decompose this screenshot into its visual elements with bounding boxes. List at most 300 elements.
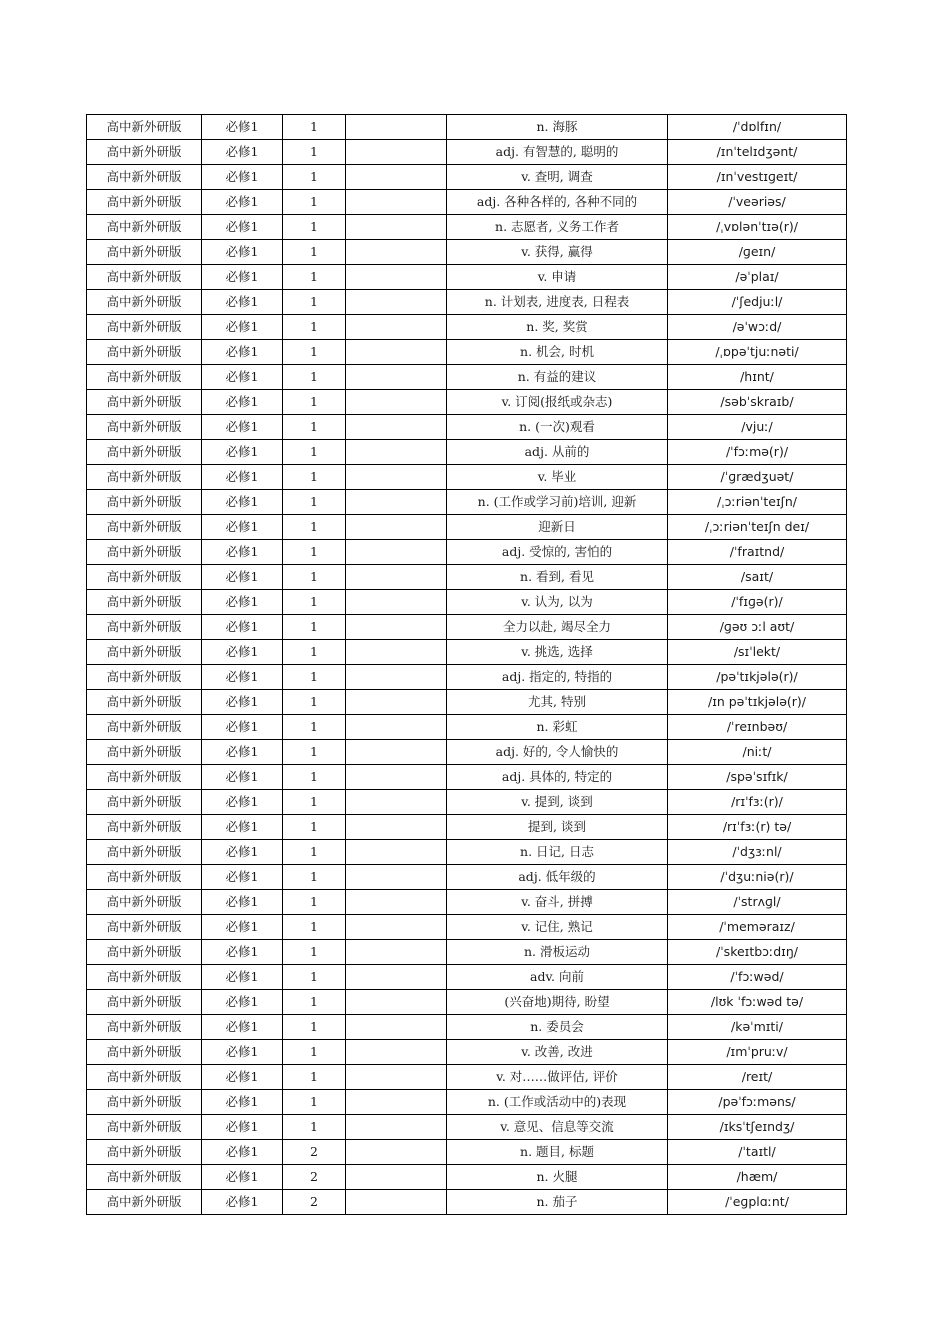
table-row xyxy=(87,1165,847,1190)
book-cell: 必修1 xyxy=(202,865,283,890)
book-cell: 必修1 xyxy=(202,1065,283,1090)
meaning-cell: n. 火腿 xyxy=(447,1165,668,1190)
unit-cell: 1 xyxy=(283,215,346,240)
meaning-cell: adj. 指定的, 特指的 xyxy=(447,665,668,690)
phonetic-cell: /pəˈtɪkjələ(r)/ xyxy=(668,665,847,690)
table-row xyxy=(87,215,847,240)
phonetic-cell: /ɪnˈvestɪɡeɪt/ xyxy=(668,165,847,190)
table-row xyxy=(87,440,847,465)
word-cell xyxy=(346,440,447,465)
phonetic-cell: /ˈskeɪtbɔːdɪŋ/ xyxy=(668,940,847,965)
unit-cell: 1 xyxy=(283,490,346,515)
edition-cell: 高中新外研版 xyxy=(87,690,202,715)
table-row xyxy=(87,565,847,590)
phonetic-cell: /ˈfɪɡə(r)/ xyxy=(668,590,847,615)
phonetic-cell: /ˈdʒuːniə(r)/ xyxy=(668,865,847,890)
word-cell xyxy=(346,415,447,440)
vocabulary-table-body xyxy=(87,115,847,1215)
table-row xyxy=(87,340,847,365)
word-cell xyxy=(346,1115,447,1140)
unit-cell: 1 xyxy=(283,965,346,990)
unit-cell: 1 xyxy=(283,990,346,1015)
unit-cell: 1 xyxy=(283,715,346,740)
edition-cell: 高中新外研版 xyxy=(87,515,202,540)
unit-cell: 1 xyxy=(283,290,346,315)
book-cell: 必修1 xyxy=(202,1165,283,1190)
phonetic-cell: /ɪn pəˈtɪkjələ(r)/ xyxy=(668,690,847,715)
book-cell: 必修1 xyxy=(202,1040,283,1065)
book-cell: 必修1 xyxy=(202,165,283,190)
table-row xyxy=(87,915,847,940)
vocabulary-sheet xyxy=(86,114,846,1215)
word-cell xyxy=(346,315,447,340)
word-cell xyxy=(346,940,447,965)
unit-cell: 1 xyxy=(283,515,346,540)
book-cell: 必修1 xyxy=(202,715,283,740)
unit-cell: 1 xyxy=(283,365,346,390)
book-cell: 必修1 xyxy=(202,540,283,565)
edition-cell: 高中新外研版 xyxy=(87,565,202,590)
unit-cell: 1 xyxy=(283,765,346,790)
phonetic-cell: /ˈʃedjuːl/ xyxy=(668,290,847,315)
phonetic-cell: /sɪˈlekt/ xyxy=(668,640,847,665)
word-cell xyxy=(346,490,447,515)
table-row xyxy=(87,815,847,840)
edition-cell: 高中新外研版 xyxy=(87,1190,202,1215)
phonetic-cell: /pəˈfɔːməns/ xyxy=(668,1090,847,1115)
unit-cell: 1 xyxy=(283,940,346,965)
meaning-cell: v. 改善, 改进 xyxy=(447,1040,668,1065)
meaning-cell: n. 有益的建议 xyxy=(447,365,668,390)
meaning-cell: 尤其, 特别 xyxy=(447,690,668,715)
edition-cell: 高中新外研版 xyxy=(87,890,202,915)
table-row xyxy=(87,590,847,615)
edition-cell: 高中新外研版 xyxy=(87,1115,202,1140)
edition-cell: 高中新外研版 xyxy=(87,265,202,290)
edition-cell: 高中新外研版 xyxy=(87,990,202,1015)
meaning-cell: v. 毕业 xyxy=(447,465,668,490)
meaning-cell: adj. 低年级的 xyxy=(447,865,668,890)
unit-cell: 1 xyxy=(283,690,346,715)
edition-cell: 高中新外研版 xyxy=(87,815,202,840)
unit-cell: 1 xyxy=(283,140,346,165)
meaning-cell: v. 对……做评估, 评价 xyxy=(447,1065,668,1090)
edition-cell: 高中新外研版 xyxy=(87,415,202,440)
unit-cell: 1 xyxy=(283,565,346,590)
meaning-cell: n. 机会, 时机 xyxy=(447,340,668,365)
edition-cell: 高中新外研版 xyxy=(87,115,202,140)
table-row xyxy=(87,890,847,915)
edition-cell: 高中新外研版 xyxy=(87,365,202,390)
meaning-cell: n. (工作或学习前)培训, 迎新 xyxy=(447,490,668,515)
word-cell xyxy=(346,540,447,565)
unit-cell: 2 xyxy=(283,1190,346,1215)
phonetic-cell: /ˈdɒlfɪn/ xyxy=(668,115,847,140)
meaning-cell: v. 意见、信息等交流 xyxy=(447,1115,668,1140)
book-cell: 必修1 xyxy=(202,915,283,940)
book-cell: 必修1 xyxy=(202,690,283,715)
table-row xyxy=(87,390,847,415)
phonetic-cell: /ˌɒpəˈtjuːnəti/ xyxy=(668,340,847,365)
meaning-cell: adj. 具体的, 特定的 xyxy=(447,765,668,790)
word-cell xyxy=(346,1165,447,1190)
book-cell: 必修1 xyxy=(202,240,283,265)
book-cell: 必修1 xyxy=(202,790,283,815)
word-cell xyxy=(346,890,447,915)
edition-cell: 高中新外研版 xyxy=(87,590,202,615)
meaning-cell: n. 海豚 xyxy=(447,115,668,140)
word-cell xyxy=(346,840,447,865)
edition-cell: 高中新外研版 xyxy=(87,465,202,490)
word-cell xyxy=(346,640,447,665)
edition-cell: 高中新外研版 xyxy=(87,1165,202,1190)
table-row xyxy=(87,1140,847,1165)
book-cell: 必修1 xyxy=(202,1015,283,1040)
word-cell xyxy=(346,690,447,715)
meaning-cell: v. 奋斗, 拼搏 xyxy=(447,890,668,915)
unit-cell: 1 xyxy=(283,465,346,490)
edition-cell: 高中新外研版 xyxy=(87,390,202,415)
edition-cell: 高中新外研版 xyxy=(87,1090,202,1115)
table-row xyxy=(87,790,847,815)
book-cell: 必修1 xyxy=(202,815,283,840)
word-cell xyxy=(346,290,447,315)
table-row xyxy=(87,740,847,765)
word-cell xyxy=(346,240,447,265)
book-cell: 必修1 xyxy=(202,390,283,415)
word-cell xyxy=(346,1040,447,1065)
book-cell: 必修1 xyxy=(202,265,283,290)
word-cell xyxy=(346,740,447,765)
book-cell: 必修1 xyxy=(202,215,283,240)
table-row xyxy=(87,615,847,640)
phonetic-cell: /ˈeɡplɑːnt/ xyxy=(668,1190,847,1215)
word-cell xyxy=(346,390,447,415)
meaning-cell: n. (一次)观看 xyxy=(447,415,668,440)
meaning-cell: v. 申请 xyxy=(447,265,668,290)
phonetic-cell: /reɪt/ xyxy=(668,1065,847,1090)
meaning-cell: adj. 有智慧的, 聪明的 xyxy=(447,140,668,165)
meaning-cell: n. 题目, 标题 xyxy=(447,1140,668,1165)
meaning-cell: n. 看到, 看见 xyxy=(447,565,668,590)
edition-cell: 高中新外研版 xyxy=(87,940,202,965)
meaning-cell: n. 计划表, 进度表, 日程表 xyxy=(447,290,668,315)
table-row xyxy=(87,690,847,715)
table-row xyxy=(87,940,847,965)
word-cell xyxy=(346,790,447,815)
unit-cell: 1 xyxy=(283,1065,346,1090)
table-row xyxy=(87,315,847,340)
table-row xyxy=(87,1190,847,1215)
edition-cell: 高中新外研版 xyxy=(87,1015,202,1040)
book-cell: 必修1 xyxy=(202,140,283,165)
table-row xyxy=(87,665,847,690)
phonetic-cell: /ˈɡrædʒuət/ xyxy=(668,465,847,490)
word-cell xyxy=(346,190,447,215)
unit-cell: 1 xyxy=(283,890,346,915)
phonetic-cell: /niːt/ xyxy=(668,740,847,765)
vocabulary-table xyxy=(86,114,847,1215)
unit-cell: 1 xyxy=(283,840,346,865)
meaning-cell: v. 获得, 赢得 xyxy=(447,240,668,265)
book-cell: 必修1 xyxy=(202,440,283,465)
table-row xyxy=(87,965,847,990)
phonetic-cell: /ˌɔːriənˈteɪʃn/ xyxy=(668,490,847,515)
book-cell: 必修1 xyxy=(202,290,283,315)
meaning-cell: n. 日记, 日志 xyxy=(447,840,668,865)
edition-cell: 高中新外研版 xyxy=(87,740,202,765)
meaning-cell: v. 提到, 谈到 xyxy=(447,790,668,815)
word-cell xyxy=(346,515,447,540)
edition-cell: 高中新外研版 xyxy=(87,140,202,165)
meaning-cell: v. 认为, 以为 xyxy=(447,590,668,615)
unit-cell: 2 xyxy=(283,1165,346,1190)
word-cell xyxy=(346,665,447,690)
phonetic-cell: /ˈdʒɜːnl/ xyxy=(668,840,847,865)
meaning-cell: (兴奋地)期待, 盼望 xyxy=(447,990,668,1015)
book-cell: 必修1 xyxy=(202,315,283,340)
book-cell: 必修1 xyxy=(202,740,283,765)
edition-cell: 高中新外研版 xyxy=(87,290,202,315)
book-cell: 必修1 xyxy=(202,840,283,865)
meaning-cell: n. 委员会 xyxy=(447,1015,668,1040)
unit-cell: 1 xyxy=(283,415,346,440)
phonetic-cell: /ˈfraɪtnd/ xyxy=(668,540,847,565)
word-cell xyxy=(346,1090,447,1115)
unit-cell: 2 xyxy=(283,1140,346,1165)
unit-cell: 1 xyxy=(283,115,346,140)
edition-cell: 高中新外研版 xyxy=(87,965,202,990)
unit-cell: 1 xyxy=(283,815,346,840)
book-cell: 必修1 xyxy=(202,590,283,615)
unit-cell: 1 xyxy=(283,615,346,640)
book-cell: 必修1 xyxy=(202,1115,283,1140)
phonetic-cell: /ˈmeməraɪz/ xyxy=(668,915,847,940)
unit-cell: 1 xyxy=(283,540,346,565)
phonetic-cell: /ˈfɔːmə(r)/ xyxy=(668,440,847,465)
table-row xyxy=(87,140,847,165)
edition-cell: 高中新外研版 xyxy=(87,540,202,565)
word-cell xyxy=(346,340,447,365)
book-cell: 必修1 xyxy=(202,340,283,365)
unit-cell: 1 xyxy=(283,340,346,365)
phonetic-cell: /ɪnˈtelɪdʒənt/ xyxy=(668,140,847,165)
book-cell: 必修1 xyxy=(202,1090,283,1115)
word-cell xyxy=(346,990,447,1015)
table-row xyxy=(87,1090,847,1115)
edition-cell: 高中新外研版 xyxy=(87,765,202,790)
phonetic-cell: /ˌvɒlənˈtɪə(r)/ xyxy=(668,215,847,240)
word-cell xyxy=(346,565,447,590)
unit-cell: 1 xyxy=(283,665,346,690)
phonetic-cell: /ɪksˈtʃeɪndʒ/ xyxy=(668,1115,847,1140)
table-row xyxy=(87,115,847,140)
phonetic-cell: /ˈreɪnbəʊ/ xyxy=(668,715,847,740)
unit-cell: 1 xyxy=(283,240,346,265)
table-row xyxy=(87,1015,847,1040)
meaning-cell: adj. 好的, 令人愉快的 xyxy=(447,740,668,765)
unit-cell: 1 xyxy=(283,1115,346,1140)
unit-cell: 1 xyxy=(283,1090,346,1115)
book-cell: 必修1 xyxy=(202,665,283,690)
phonetic-cell: /spəˈsɪfɪk/ xyxy=(668,765,847,790)
word-cell xyxy=(346,865,447,890)
table-row xyxy=(87,840,847,865)
phonetic-cell: /kəˈmɪti/ xyxy=(668,1015,847,1040)
edition-cell: 高中新外研版 xyxy=(87,865,202,890)
unit-cell: 1 xyxy=(283,865,346,890)
book-cell: 必修1 xyxy=(202,990,283,1015)
unit-cell: 1 xyxy=(283,390,346,415)
unit-cell: 1 xyxy=(283,165,346,190)
book-cell: 必修1 xyxy=(202,965,283,990)
word-cell xyxy=(346,1065,447,1090)
word-cell xyxy=(346,465,447,490)
meaning-cell: n. 志愿者, 义务工作者 xyxy=(447,215,668,240)
table-row xyxy=(87,415,847,440)
phonetic-cell: /səbˈskraɪb/ xyxy=(668,390,847,415)
edition-cell: 高中新外研版 xyxy=(87,340,202,365)
book-cell: 必修1 xyxy=(202,1190,283,1215)
edition-cell: 高中新外研版 xyxy=(87,165,202,190)
word-cell xyxy=(346,1190,447,1215)
unit-cell: 1 xyxy=(283,640,346,665)
meaning-cell: n. (工作或活动中的)表现 xyxy=(447,1090,668,1115)
meaning-cell: n. 滑板运动 xyxy=(447,940,668,965)
word-cell xyxy=(346,140,447,165)
table-row xyxy=(87,1115,847,1140)
book-cell: 必修1 xyxy=(202,1140,283,1165)
word-cell xyxy=(346,715,447,740)
word-cell xyxy=(346,590,447,615)
table-row xyxy=(87,640,847,665)
book-cell: 必修1 xyxy=(202,190,283,215)
word-cell xyxy=(346,815,447,840)
word-cell xyxy=(346,115,447,140)
phonetic-cell: /saɪt/ xyxy=(668,565,847,590)
phonetic-cell: /əˈwɔːd/ xyxy=(668,315,847,340)
table-row xyxy=(87,865,847,890)
book-cell: 必修1 xyxy=(202,465,283,490)
phonetic-cell: /ˈveəriəs/ xyxy=(668,190,847,215)
unit-cell: 1 xyxy=(283,190,346,215)
phonetic-cell: /ɡəʊ ɔːl aʊt/ xyxy=(668,615,847,640)
table-row xyxy=(87,290,847,315)
edition-cell: 高中新外研版 xyxy=(87,315,202,340)
table-row xyxy=(87,465,847,490)
table-row xyxy=(87,165,847,190)
table-row xyxy=(87,540,847,565)
table-row xyxy=(87,265,847,290)
unit-cell: 1 xyxy=(283,790,346,815)
meaning-cell: v. 订阅(报纸或杂志) xyxy=(447,390,668,415)
meaning-cell: 全力以赴, 竭尽全力 xyxy=(447,615,668,640)
meaning-cell: n. 奖, 奖赏 xyxy=(447,315,668,340)
edition-cell: 高中新外研版 xyxy=(87,1140,202,1165)
word-cell xyxy=(346,215,447,240)
word-cell xyxy=(346,615,447,640)
table-row xyxy=(87,490,847,515)
table-row xyxy=(87,990,847,1015)
edition-cell: 高中新外研版 xyxy=(87,1040,202,1065)
phonetic-cell: /ˌɔːriənˈteɪʃn deɪ/ xyxy=(668,515,847,540)
book-cell: 必修1 xyxy=(202,415,283,440)
phonetic-cell: /ˈstrʌɡl/ xyxy=(668,890,847,915)
edition-cell: 高中新外研版 xyxy=(87,240,202,265)
word-cell xyxy=(346,765,447,790)
meaning-cell: v. 挑选, 选择 xyxy=(447,640,668,665)
word-cell xyxy=(346,365,447,390)
book-cell: 必修1 xyxy=(202,890,283,915)
word-cell xyxy=(346,965,447,990)
phonetic-cell: /rɪˈfɜː(r) tə/ xyxy=(668,815,847,840)
unit-cell: 1 xyxy=(283,740,346,765)
book-cell: 必修1 xyxy=(202,490,283,515)
phonetic-cell: /vjuː/ xyxy=(668,415,847,440)
unit-cell: 1 xyxy=(283,590,346,615)
phonetic-cell: /ˈfɔːwəd/ xyxy=(668,965,847,990)
meaning-cell: n. 彩虹 xyxy=(447,715,668,740)
word-cell xyxy=(346,165,447,190)
table-row xyxy=(87,715,847,740)
table-row xyxy=(87,190,847,215)
book-cell: 必修1 xyxy=(202,640,283,665)
meaning-cell: adv. 向前 xyxy=(447,965,668,990)
meaning-cell: v. 查明, 调查 xyxy=(447,165,668,190)
table-row xyxy=(87,515,847,540)
meaning-cell: 迎新日 xyxy=(447,515,668,540)
book-cell: 必修1 xyxy=(202,515,283,540)
book-cell: 必修1 xyxy=(202,565,283,590)
table-row xyxy=(87,765,847,790)
book-cell: 必修1 xyxy=(202,615,283,640)
book-cell: 必修1 xyxy=(202,365,283,390)
phonetic-cell: /rɪˈfɜː(r)/ xyxy=(668,790,847,815)
book-cell: 必修1 xyxy=(202,940,283,965)
phonetic-cell: /ɪmˈpruːv/ xyxy=(668,1040,847,1065)
table-row xyxy=(87,1065,847,1090)
edition-cell: 高中新外研版 xyxy=(87,1065,202,1090)
book-cell: 必修1 xyxy=(202,765,283,790)
edition-cell: 高中新外研版 xyxy=(87,640,202,665)
unit-cell: 1 xyxy=(283,265,346,290)
meaning-cell: v. 记住, 熟记 xyxy=(447,915,668,940)
edition-cell: 高中新外研版 xyxy=(87,440,202,465)
phonetic-cell: /lʊk ˈfɔːwəd tə/ xyxy=(668,990,847,1015)
meaning-cell: n. 茄子 xyxy=(447,1190,668,1215)
phonetic-cell: /hæm/ xyxy=(668,1165,847,1190)
word-cell xyxy=(346,915,447,940)
word-cell xyxy=(346,1140,447,1165)
meaning-cell: 提到, 谈到 xyxy=(447,815,668,840)
edition-cell: 高中新外研版 xyxy=(87,715,202,740)
phonetic-cell: /hɪnt/ xyxy=(668,365,847,390)
unit-cell: 1 xyxy=(283,1015,346,1040)
edition-cell: 高中新外研版 xyxy=(87,665,202,690)
table-row xyxy=(87,240,847,265)
edition-cell: 高中新外研版 xyxy=(87,215,202,240)
edition-cell: 高中新外研版 xyxy=(87,790,202,815)
table-row xyxy=(87,365,847,390)
meaning-cell: adj. 各种各样的, 各种不同的 xyxy=(447,190,668,215)
unit-cell: 1 xyxy=(283,440,346,465)
unit-cell: 1 xyxy=(283,915,346,940)
edition-cell: 高中新外研版 xyxy=(87,490,202,515)
phonetic-cell: /ɡeɪn/ xyxy=(668,240,847,265)
word-cell xyxy=(346,1015,447,1040)
meaning-cell: adj. 从前的 xyxy=(447,440,668,465)
unit-cell: 1 xyxy=(283,1040,346,1065)
